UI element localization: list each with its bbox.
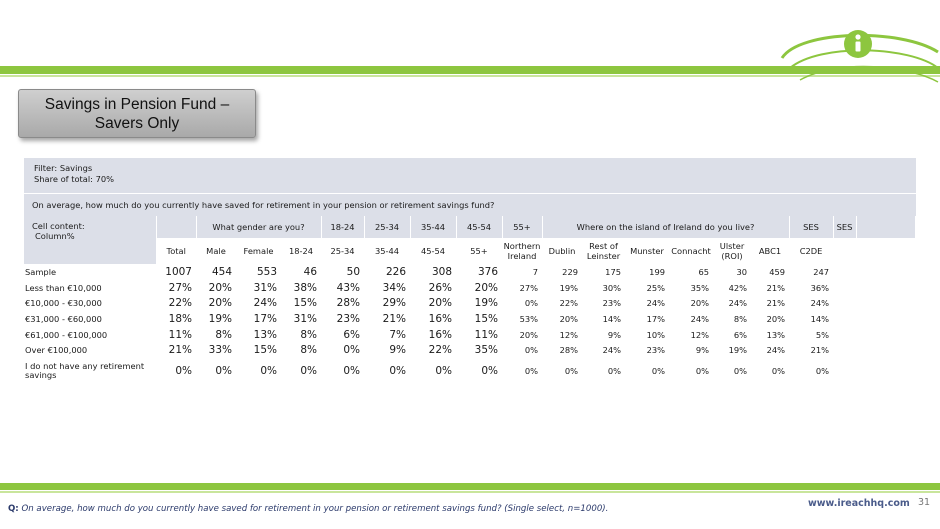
table-cell-spacer <box>833 342 856 358</box>
table-cell: 27% <box>168 281 192 294</box>
table-cell: 46 <box>303 265 318 278</box>
table-cell: 24% <box>253 297 277 310</box>
table-cell: 31% <box>293 312 318 325</box>
table-cell: 19% <box>474 297 499 310</box>
table-cell: 0% <box>343 344 361 357</box>
table-cell: 0% <box>300 365 318 378</box>
table-cell: 20% <box>559 313 579 324</box>
table-cell: 247 <box>813 266 830 277</box>
table-cell: 15% <box>293 297 318 310</box>
table-row <box>24 342 916 358</box>
footer-question <box>8 504 608 514</box>
table-cell: 0% <box>524 345 539 356</box>
table-cell: 553 <box>256 265 277 278</box>
row-label: €61,000 - €100,000 <box>25 329 108 340</box>
table-cell: 0% <box>435 365 453 378</box>
table-cell: 8% <box>215 328 232 341</box>
table-cell: 0% <box>771 366 786 377</box>
table-cell: 0% <box>481 365 499 378</box>
table-cell: 9% <box>607 329 622 340</box>
table-cell: 14% <box>602 313 622 324</box>
table-cell-spacer <box>833 280 856 296</box>
table-cell: 35% <box>690 282 710 293</box>
table-cell: 24% <box>690 313 710 324</box>
table-cell: 23% <box>602 298 622 309</box>
column-header: Northern Ireland <box>502 238 542 264</box>
column-header: 35-44 <box>364 238 410 264</box>
table-cell: 454 <box>211 265 232 278</box>
table-cell: 19% <box>728 345 748 356</box>
table-cell: 9% <box>695 345 710 356</box>
table-cell: 19% <box>208 312 232 325</box>
table-cell: 15% <box>474 312 499 325</box>
table-cell: 8% <box>733 313 748 324</box>
table-cell: 13% <box>766 329 786 340</box>
table-cell: 0% <box>607 366 622 377</box>
header-age-25-34: 25-34 <box>364 216 410 238</box>
filter-share: Share of total: 70% <box>34 174 115 184</box>
header-age-18-24: 18-24 <box>321 216 364 238</box>
header-column-row <box>24 238 916 264</box>
table-cell: 24% <box>728 298 748 309</box>
table-cell: 5% <box>815 329 830 340</box>
row-label: €31,000 - €60,000 <box>25 313 102 324</box>
cell-content-title: Cell content: <box>32 221 85 231</box>
column-header: Female <box>236 238 281 264</box>
table-cell: 226 <box>385 265 407 278</box>
header-total-group <box>156 216 196 238</box>
cell-content-unit: Column% <box>35 231 75 241</box>
table-body <box>24 264 916 384</box>
table-cell: 17% <box>253 312 277 325</box>
column-header: 55+ <box>456 238 502 264</box>
table-cell: 20% <box>690 298 710 309</box>
header-age-45-54: 45-54 <box>456 216 502 238</box>
table-cell: 0% <box>175 365 192 378</box>
table-cell: 19% <box>559 282 579 293</box>
table-cell: 29% <box>382 297 407 310</box>
table-cell: 459 <box>769 266 786 277</box>
header-age-55-plus: 55+ <box>502 216 542 238</box>
slide-title: Savings in Pension Fund – Savers Only <box>44 95 230 132</box>
table-cell: 0% <box>524 366 539 377</box>
slide-title-box <box>18 89 256 138</box>
column-header: ABC1 <box>751 238 789 264</box>
table-cell: 21% <box>810 345 830 356</box>
table-cell: 65 <box>698 266 710 277</box>
table-cell: 0% <box>343 365 361 378</box>
table-cell: 0% <box>815 366 830 377</box>
table-cell: 14% <box>810 313 830 324</box>
column-header: 45-54 <box>410 238 456 264</box>
table-row <box>24 311 916 327</box>
header-ses-2: SES <box>833 216 856 238</box>
column-header: Male <box>196 238 236 264</box>
table-cell: 53% <box>519 313 539 324</box>
table-cell: 12% <box>559 329 579 340</box>
table-cell: 23% <box>646 345 666 356</box>
table-row <box>24 358 916 384</box>
table-cell: 175 <box>605 266 622 277</box>
table-cell: 42% <box>728 282 748 293</box>
table-row <box>24 264 916 280</box>
table-row <box>24 280 916 296</box>
table-cell: 0% <box>389 365 407 378</box>
table-cell: 199 <box>649 266 666 277</box>
header-age-35-44: 35-44 <box>410 216 456 238</box>
row-label: Over €100,000 <box>25 345 88 356</box>
filter-info <box>24 158 916 193</box>
table-cell: 22% <box>559 298 579 309</box>
table-cell: 11% <box>474 328 499 341</box>
bottom-accent-bar <box>0 483 940 490</box>
header-group-row <box>24 216 916 238</box>
table-cell: 31% <box>253 281 277 294</box>
table-cell: 9% <box>389 344 407 357</box>
table-cell: 20% <box>208 281 232 294</box>
table-cell: 23% <box>336 312 361 325</box>
table-cell: 16% <box>428 312 453 325</box>
crosstab-table <box>24 216 916 384</box>
table-cell: 18% <box>168 312 192 325</box>
table-cell: 33% <box>208 344 232 357</box>
table-cell: 12% <box>690 329 710 340</box>
header-region: Where on the island of Ireland do you live? <box>542 216 789 238</box>
table-cell: 13% <box>253 328 277 341</box>
table-cell: 20% <box>428 297 453 310</box>
row-label: I do not have any retirement savings <box>25 360 145 381</box>
column-header: Total <box>156 238 196 264</box>
footer-question-prefix: Q: <box>8 504 19 514</box>
table-cell: 15% <box>253 344 277 357</box>
table-cell: 229 <box>562 266 579 277</box>
table-cell: 6% <box>733 329 748 340</box>
ireach-logo-icon <box>760 18 940 88</box>
table-cell-spacer <box>833 358 856 384</box>
header-gender: What gender are you? <box>196 216 321 238</box>
table-cell: 10% <box>646 329 666 340</box>
column-header: Dublin <box>542 238 582 264</box>
header-ses-1: SES <box>789 216 833 238</box>
table-cell: 8% <box>300 344 318 357</box>
filter-label: Filter: Savings <box>34 163 93 173</box>
column-header: 18-24 <box>281 238 321 264</box>
table-cell: 0% <box>651 366 666 377</box>
table-cell: 24% <box>810 298 830 309</box>
table-cell: 0% <box>733 366 748 377</box>
table-cell: 0% <box>524 298 539 309</box>
column-header: C2DE <box>789 238 833 264</box>
row-label: Less than €10,000 <box>25 282 102 293</box>
table-cell: 24% <box>646 298 666 309</box>
table-cell: 0% <box>695 366 710 377</box>
table-cell: 30 <box>736 266 748 277</box>
table-cell: 20% <box>474 281 499 294</box>
table-cell: 30% <box>602 282 622 293</box>
table-cell: 21% <box>168 344 192 357</box>
table-cell: 20% <box>766 313 786 324</box>
footer-question-text: On average, how much do you currently have saved for retirement in your pension or retirement savings fund? (Single select, n=1000). <box>21 504 609 514</box>
table-cell-spacer <box>833 327 856 343</box>
table-cell: 0% <box>564 366 579 377</box>
table-cell: 35% <box>474 344 499 357</box>
table-cell: 21% <box>766 282 786 293</box>
table-cell: 22% <box>168 297 192 310</box>
table-cell: 38% <box>293 281 318 294</box>
table-cell: 50 <box>346 265 361 278</box>
table-cell: 25% <box>646 282 666 293</box>
column-header: Connacht <box>669 238 713 264</box>
table-row <box>24 327 916 343</box>
table-cell: 28% <box>559 345 579 356</box>
column-header: Munster <box>625 238 669 264</box>
table-cell: 21% <box>766 298 786 309</box>
column-header-spacer <box>833 238 856 264</box>
question-text: On average, how much do you currently have saved for retirement in your pension or retirement savings fund? <box>24 194 916 216</box>
cell-content-label <box>24 216 156 264</box>
table-cell: 21% <box>382 312 407 325</box>
page-number: 31 <box>918 497 931 508</box>
table-cell: 8% <box>300 328 318 341</box>
table-cell: 43% <box>336 281 361 294</box>
table-cell: 26% <box>428 281 453 294</box>
table-cell: 308 <box>431 265 453 278</box>
table-cell: 24% <box>602 345 622 356</box>
table-cell: 36% <box>810 282 830 293</box>
table-cell-spacer <box>833 264 856 280</box>
table-cell: 20% <box>519 329 539 340</box>
table-cell: 22% <box>428 344 453 357</box>
table-cell: 17% <box>646 313 666 324</box>
table-cell: 7 <box>532 266 539 277</box>
table-row <box>24 295 916 311</box>
table-cell: 20% <box>208 297 232 310</box>
table-cell: 6% <box>343 328 361 341</box>
table-cell-spacer <box>833 295 856 311</box>
column-header: 25-34 <box>321 238 364 264</box>
table-cell: 16% <box>428 328 453 341</box>
bottom-accent-line <box>0 491 940 493</box>
column-header: Rest of Leinster <box>582 238 625 264</box>
table-cell: 0% <box>260 365 277 378</box>
table-cell: 11% <box>168 328 192 341</box>
table-cell-spacer <box>833 311 856 327</box>
table-cell: 376 <box>477 265 499 278</box>
table-cell: 28% <box>336 297 361 310</box>
row-label: €10,000 - €30,000 <box>25 298 102 309</box>
table-cell: 34% <box>382 281 407 294</box>
table-cell: 0% <box>215 365 232 378</box>
crosstab-panel <box>24 158 916 384</box>
column-header: Ulster (ROI) <box>713 238 751 264</box>
table-cell: 24% <box>766 345 786 356</box>
table-cell: 27% <box>519 282 539 293</box>
row-label: Sample <box>25 266 57 277</box>
header-spacer <box>856 216 915 238</box>
table-cell: 7% <box>389 328 407 341</box>
footer-website: www.ireachhq.com <box>808 498 910 509</box>
table-cell: 1007 <box>165 265 192 278</box>
